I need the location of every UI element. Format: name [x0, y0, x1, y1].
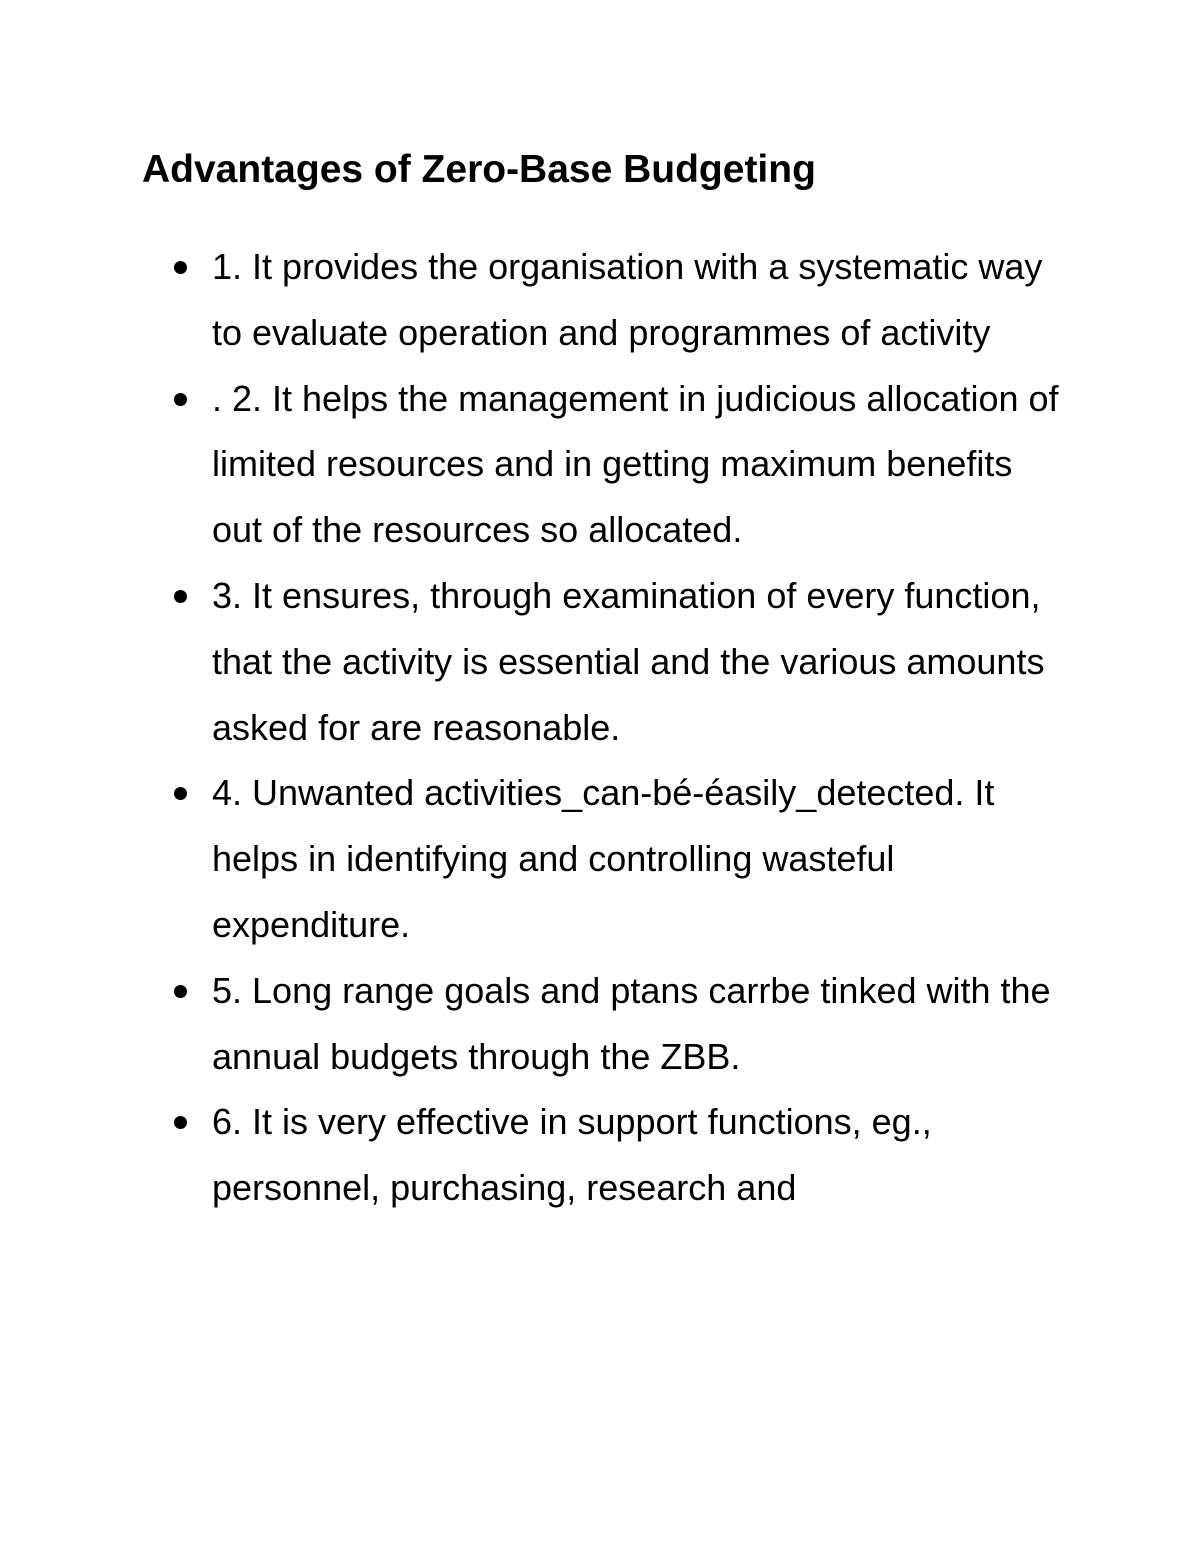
bullet-icon	[174, 590, 187, 603]
list-item	[0, 1089, 1072, 1221]
list-item-text: 5. Long range goals and ptans carrbe tinked with the annual budgets through the ZBB.	[212, 969, 1051, 1077]
list-item-text: 1. It provides the organisation with a systematic way to evaluate operation and programmes of activity	[212, 246, 1043, 353]
list-item	[0, 958, 1072, 1090]
list-item-text: . 2. It helps the management in judicious allocation of limited resources and in getting maximum benefits out of the resources so allocated.	[212, 377, 1059, 551]
bullet-icon	[174, 261, 187, 274]
bullet-icon	[174, 393, 187, 406]
list-item-text: 4. Unwanted activities_can-bé-éasily_detected. It helps in identifying and controlling wasteful expenditure.	[212, 772, 995, 945]
advantages-list	[0, 234, 1200, 1221]
list-item-text: 6. It is very effective in support functions, eg., personnel, purchasing, research and	[212, 1101, 932, 1209]
list-item	[0, 760, 1072, 957]
list-item	[0, 366, 1072, 563]
bullet-icon	[174, 1116, 187, 1129]
list-item	[0, 563, 1072, 760]
list-item	[0, 234, 1072, 366]
page-title: Advantages of Zero-Base Budgeting	[142, 148, 816, 191]
bullet-icon	[174, 985, 187, 998]
list-item-text: 3. It ensures, through examination of every function, that the activity is essential and the various amounts asked for are reasonable.	[212, 574, 1045, 748]
bullet-icon	[174, 787, 187, 800]
